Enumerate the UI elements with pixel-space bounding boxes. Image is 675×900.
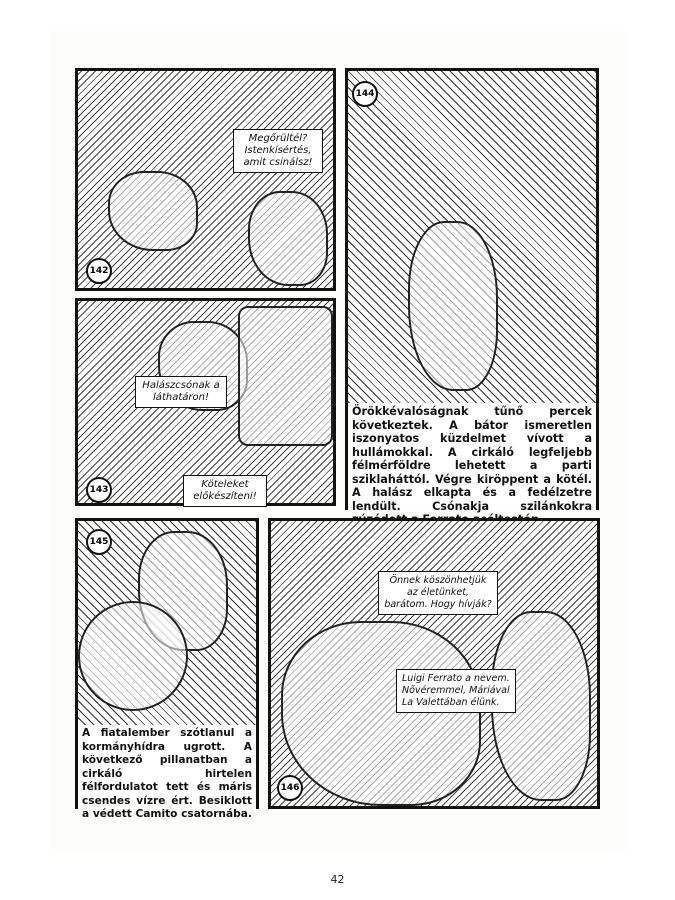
panel-number: 142 (86, 258, 112, 284)
panel-142 (75, 68, 336, 291)
bearded-man-art (248, 191, 328, 286)
panel-146 (268, 518, 600, 809)
speech-bubble: Luigi Ferrato a nevem. Nővéremmel, Máriával La Valettában élünk. (396, 669, 516, 713)
narration-caption: Örökkévalóságnak tűnő percek következtek. A bátor ismeretlen iszonyatos küzdelmet vívott a hullámokkal. A cirkáló legfeljebb félmérföldre lehetett a parti sziklaháttól. Végre kiröppent a kötél. A halász elkapta és a fedélzetre lendült. Csónakja szilánkokra (348, 403, 596, 510)
panel-number: 143 (86, 477, 112, 503)
page-number: 42 (330, 873, 345, 886)
ship-wheel-art (78, 601, 188, 711)
panel-145 (75, 518, 259, 820)
panel-number: 145 (86, 529, 112, 555)
speech-bubble: Halászcsónak a láthatáron! (135, 376, 227, 408)
sail-art (238, 306, 333, 446)
speech-bubble: Megőrültél? Istenkísértés, amit csinálsz! (233, 129, 323, 173)
narration-caption: A fiatalember szótlanul a kormányhídra ugrott. A következő pillanatban a cirkáló hirtelen félfordulatot tett és máris csendes vízre ért. Besiklott a védett Camito csatornába. (78, 725, 256, 809)
speech-bubble: Köteleket előkészíteni! (183, 475, 267, 507)
crowd-art (281, 621, 481, 806)
panel-number: 146 (277, 775, 303, 801)
boat-figure-art (108, 171, 198, 251)
panel-144 (345, 68, 599, 513)
panel-143 (75, 298, 336, 506)
sailor-art (408, 221, 498, 391)
speech-bubble: Önnek köszönhetjük az életünket, barátom. Hogy hívják? (378, 571, 498, 615)
panel-number: 144 (352, 81, 378, 107)
